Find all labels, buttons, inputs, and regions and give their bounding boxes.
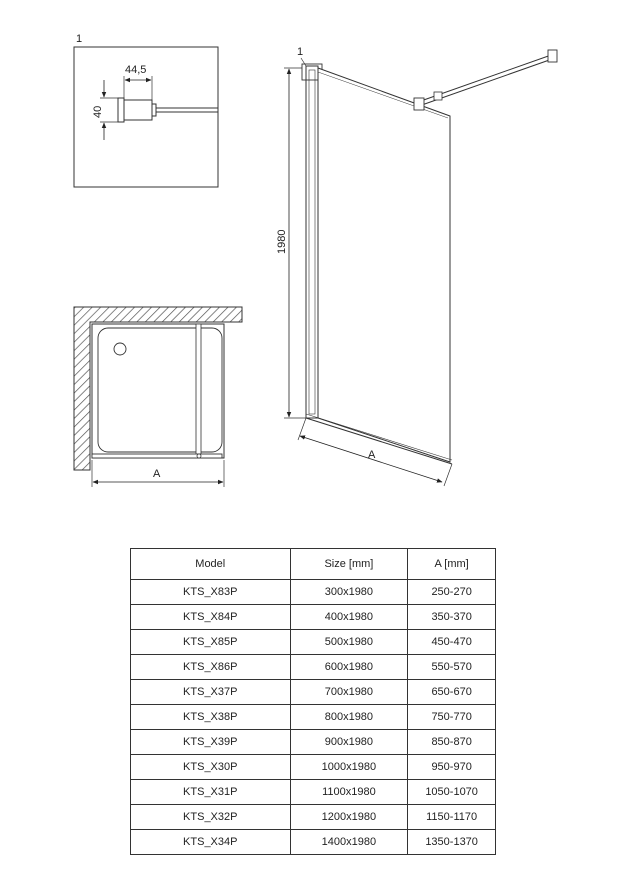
specification-table — [130, 548, 496, 855]
cell-model: KTS_X30P — [131, 755, 291, 780]
cell-a: 550-570 — [408, 655, 496, 680]
column-header-a: A [mm] — [408, 549, 496, 580]
table-row — [131, 605, 496, 630]
table-row — [131, 730, 496, 755]
table-row — [131, 705, 496, 730]
table-row — [131, 805, 496, 830]
cell-a: 750-770 — [408, 705, 496, 730]
detail-height-dimension: 40 — [92, 105, 104, 118]
column-header-size: Size [mm] — [290, 549, 408, 580]
detail-view — [74, 33, 218, 187]
cell-model: KTS_X34P — [131, 830, 291, 855]
cell-model: KTS_X39P — [131, 730, 291, 755]
cell-model: KTS_X83P — [131, 580, 291, 605]
cell-model: KTS_X86P — [131, 655, 291, 680]
column-header-model: Model — [131, 549, 291, 580]
cell-a: 1150-1170 — [408, 805, 496, 830]
cell-a: 250-270 — [408, 580, 496, 605]
plan-view — [74, 307, 242, 487]
table-row — [131, 680, 496, 705]
elevation-height-dimension: 1980 — [276, 229, 288, 254]
cell-size: 1100x1980 — [290, 780, 408, 805]
table-row — [131, 830, 496, 855]
cell-size: 600x1980 — [290, 655, 408, 680]
cell-a: 1350-1370 — [408, 830, 496, 855]
table-row — [131, 580, 496, 605]
cell-a: 850-870 — [408, 730, 496, 755]
cell-size: 800x1980 — [290, 705, 408, 730]
cell-a: 450-470 — [408, 630, 496, 655]
cell-model: KTS_X31P — [131, 780, 291, 805]
cell-model: KTS_X37P — [131, 680, 291, 705]
cell-size: 400x1980 — [290, 605, 408, 630]
table-row — [131, 655, 496, 680]
plan-width-label: A — [153, 468, 161, 480]
table-row — [131, 630, 496, 655]
elevation-width-label: A — [368, 449, 376, 461]
cell-size: 1000x1980 — [290, 755, 408, 780]
cell-model: KTS_X38P — [131, 705, 291, 730]
cell-model: KTS_X32P — [131, 805, 291, 830]
table-header-row — [131, 549, 496, 580]
detail-width-dimension: 44,5 — [125, 64, 147, 76]
table-row — [131, 755, 496, 780]
elevation-view — [276, 46, 557, 486]
cell-a: 650-670 — [408, 680, 496, 705]
cell-a: 350-370 — [408, 605, 496, 630]
cell-size: 700x1980 — [290, 680, 408, 705]
cell-size: 300x1980 — [290, 580, 408, 605]
elevation-callout-label: 1 — [297, 46, 304, 58]
cell-size: 1200x1980 — [290, 805, 408, 830]
detail-callout-label: 1 — [76, 33, 83, 45]
cell-a: 1050-1070 — [408, 780, 496, 805]
cell-model: KTS_X84P — [131, 605, 291, 630]
cell-size: 900x1980 — [290, 730, 408, 755]
cell-a: 950-970 — [408, 755, 496, 780]
cell-model: KTS_X85P — [131, 630, 291, 655]
table-row — [131, 780, 496, 805]
cell-size: 500x1980 — [290, 630, 408, 655]
cell-size: 1400x1980 — [290, 830, 408, 855]
